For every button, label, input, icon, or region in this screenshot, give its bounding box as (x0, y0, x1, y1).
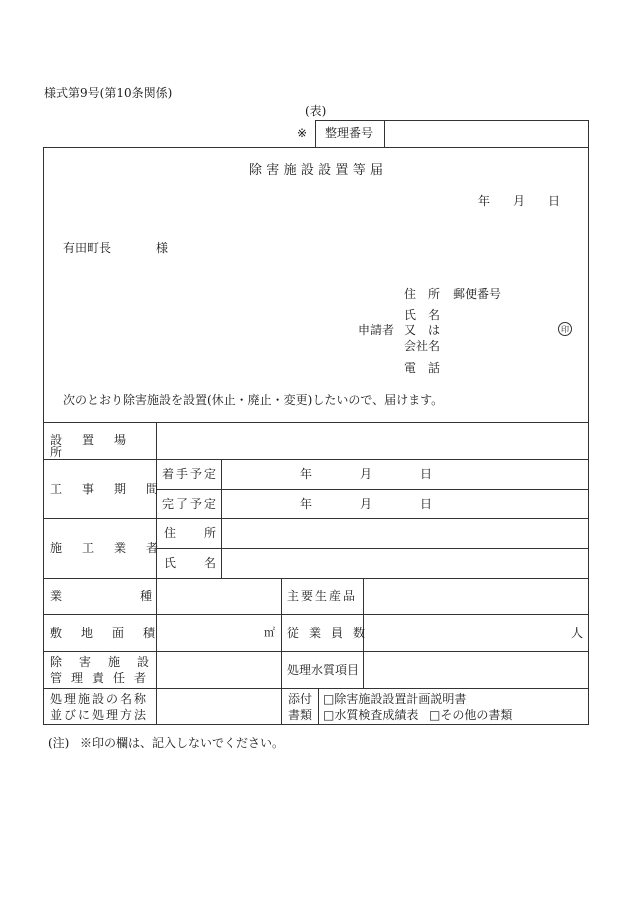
seal-mark: 印 (558, 322, 572, 336)
applicant-phone-label: 電 話 (404, 361, 441, 375)
main-product-field[interactable] (365, 580, 587, 613)
contractor-name-field[interactable] (223, 550, 587, 577)
applicant-postal-label: 郵便番号 (453, 287, 502, 301)
start-month: 月 (360, 467, 373, 481)
employees-unit: 人 (571, 626, 584, 640)
applicant-name-line2: 又 は (404, 323, 441, 337)
industry-label-char1: 業 (50, 589, 63, 603)
manager-label-2: 管理責任者 (50, 671, 156, 685)
employees-field[interactable] (365, 616, 565, 649)
attach-item-other[interactable]: □その他の書類 (429, 708, 513, 722)
attach-item-water-test[interactable]: □水質検査成績表 (323, 708, 419, 722)
date-year: 年 (478, 194, 491, 208)
statement: 次のとおり除害施設を設置(休止・廃止・変更)したいので、届けます。 (63, 393, 444, 407)
employees-label: 従業員数 (287, 626, 376, 640)
start-day: 日 (420, 467, 433, 481)
date-day: 日 (548, 194, 561, 208)
end-month: 月 (360, 497, 373, 511)
applicant-name-line3: 会社名 (404, 339, 441, 353)
attach-label-1: 添付 (288, 692, 313, 706)
ref-mark: ※ (297, 126, 308, 140)
contractor-name-label: 氏 名 (164, 556, 225, 570)
industry-field[interactable] (158, 580, 279, 613)
start-label: 着手予定 (162, 467, 219, 481)
contractor-address-field[interactable] (223, 520, 587, 547)
side-label: (表) (305, 104, 327, 118)
contractor-label: 施工業者 (50, 541, 179, 555)
manager-label-1: 除害施設 (50, 655, 167, 669)
location-field[interactable] (158, 424, 587, 457)
form-number: 様式第9号(第10条関係) (44, 86, 173, 100)
applicant-name-line1: 氏 名 (404, 308, 441, 322)
date-month: 月 (513, 194, 526, 208)
recipient-suffix: 様 (156, 241, 169, 255)
manager-field[interactable] (158, 653, 279, 686)
industry-label-char2: 種 (140, 589, 153, 603)
contractor-address-label: 住 所 (164, 526, 225, 540)
ref-number-label: 整理番号 (325, 126, 374, 140)
facility-label-1: 処理施設の名称 (50, 692, 149, 706)
applicant-label: 申請者 (358, 323, 395, 337)
area-unit: ㎡ (264, 626, 275, 639)
location-label: 設置場所 (50, 433, 147, 459)
note-label: (注) (48, 736, 70, 750)
applicant-address-label: 住 所 (404, 287, 441, 301)
ref-number-field[interactable] (386, 122, 586, 146)
facility-field[interactable] (158, 690, 279, 723)
period-label: 工事期間 (50, 482, 179, 496)
start-year: 年 (300, 467, 313, 481)
attach-item-plan[interactable]: □除害施設設置計画説明書 (323, 692, 467, 706)
recipient: 有田町長 (63, 241, 112, 255)
site-area-label: 敷地面積 (50, 626, 175, 640)
end-day: 日 (420, 497, 433, 511)
note-text: ※印の欄は、記入しないでください。 (80, 736, 285, 750)
attach-label-2: 書類 (288, 708, 313, 722)
end-year: 年 (300, 497, 313, 511)
form-title: 除 害 施 設 設 置 等 届 (249, 163, 383, 178)
water-quality-label: 処理水質項目 (287, 663, 360, 677)
site-area-field[interactable] (158, 616, 258, 649)
water-quality-field[interactable] (365, 653, 587, 686)
facility-label-2: 並びに処理方法 (50, 708, 149, 722)
end-label: 完了予定 (162, 497, 219, 511)
main-product-label: 主要生産品 (287, 589, 358, 603)
